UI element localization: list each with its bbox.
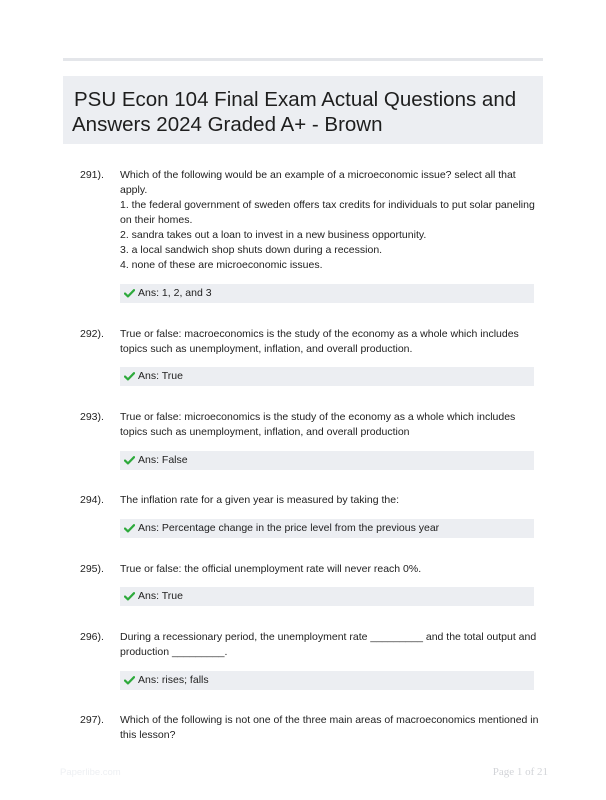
answer-box	[120, 671, 534, 690]
question-number: 295).	[80, 563, 104, 575]
answer-box	[120, 284, 534, 303]
question-line: True or false: the official unemployment rate will never reach 0%.	[120, 563, 422, 575]
answer-box	[120, 451, 534, 470]
answer-text: Ans: True	[138, 370, 183, 382]
footer-watermark: Paperlibe.com	[60, 767, 121, 778]
answer-box	[120, 587, 534, 606]
question-line: The inflation rate for a given year is measured by taking the:	[120, 494, 399, 506]
answer-box	[120, 367, 534, 386]
question-number: 293).	[80, 411, 104, 423]
question-line: True or false: microeconomics is the study of the economy as a whole which includes topics such as unemployment, inflation, and overall production	[120, 411, 516, 438]
question-line: True or false: macroeconomics is the study of the economy as a whole which includes topics such as unemployment, inflation, and overall production.	[120, 328, 519, 355]
question-number: 296).	[80, 631, 104, 643]
checkmark-icon	[124, 519, 135, 538]
answer-text: Ans: 1, 2, and 3	[138, 287, 212, 299]
question-line: During a recessionary period, the unemployment rate _________ and the total output and production _________.	[120, 631, 537, 658]
question-text	[120, 630, 540, 660]
question-number: 297).	[80, 714, 104, 726]
question-number: 292).	[80, 328, 104, 340]
checkmark-icon	[124, 367, 135, 386]
answer-text: Ans: Percentage change in the price level from the previous year	[138, 522, 440, 534]
question-number: 294).	[80, 494, 104, 506]
question-text	[120, 493, 540, 508]
question-text	[120, 327, 540, 357]
checkmark-icon	[124, 671, 135, 690]
checkmark-icon	[124, 451, 135, 470]
question-line: 3. a local sandwich shop shuts down during a recession.	[120, 244, 383, 256]
question-line: 2. sandra takes out a loan to invest in a new business opportunity.	[120, 229, 427, 241]
question-line: Which of the following would be an example of a microeconomic issue? select all that apply.	[120, 169, 516, 196]
answer-text: Ans: rises; falls	[138, 674, 209, 686]
answer-text: Ans: True	[138, 590, 183, 602]
page-number: Page 1 of 21	[492, 766, 548, 778]
checkmark-icon	[124, 587, 135, 606]
question-text	[120, 410, 540, 440]
question-line: Which of the following is not one of the three main areas of macroeconomics mentioned in this lesson?	[120, 714, 539, 741]
checkmark-icon	[124, 284, 135, 303]
question-line: 1. the federal government of sweden offers tax credits for individuals to put solar paneling on their homes.	[120, 199, 535, 226]
answer-box	[120, 519, 534, 538]
question-number: 291).	[80, 169, 104, 181]
question-text	[120, 562, 540, 577]
question-line: 4. none of these are microeconomic issues.	[120, 259, 323, 271]
document-header	[63, 76, 543, 144]
answer-text: Ans: False	[138, 454, 188, 466]
top-divider	[63, 58, 543, 61]
question-text	[120, 168, 540, 273]
question-text	[120, 713, 540, 743]
document-title: PSU Econ 104 Final Exam Actual Questions and Answers 2024 Graded A+ - Brown	[72, 88, 517, 136]
